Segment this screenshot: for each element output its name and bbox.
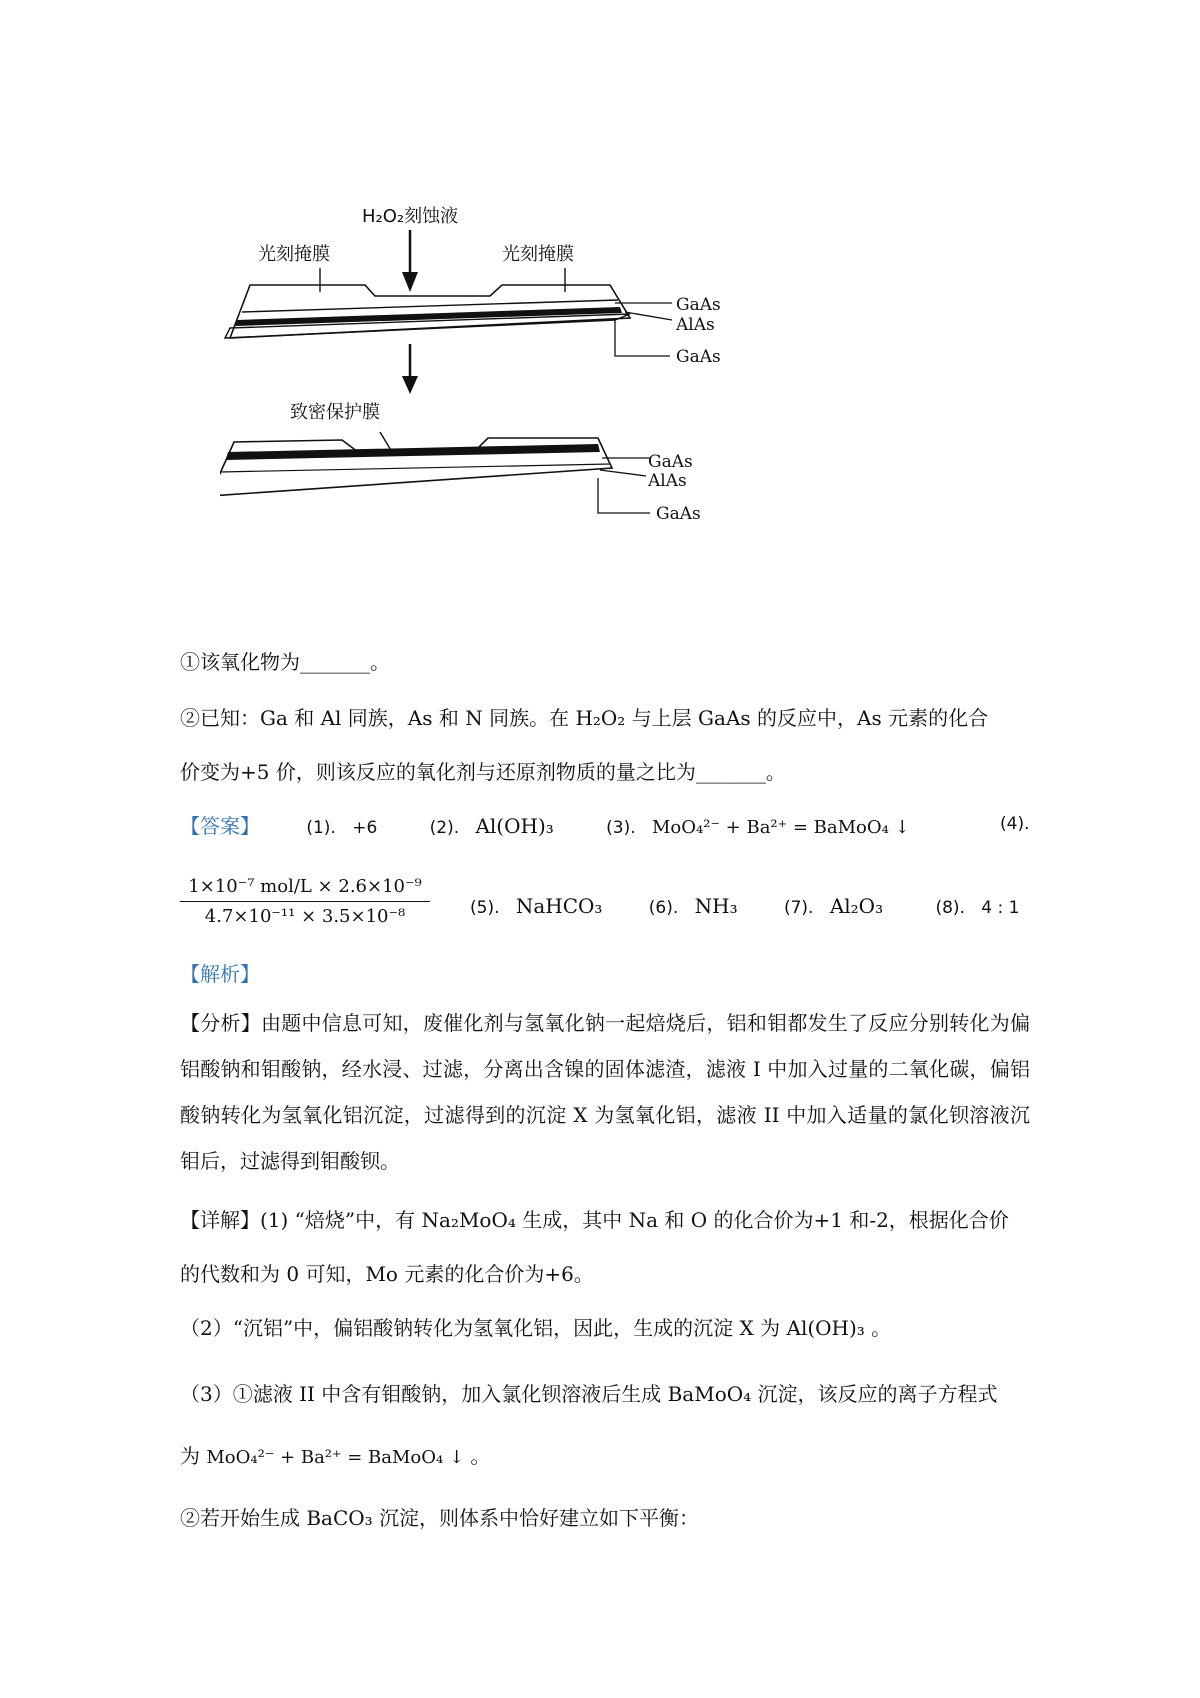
upper-leader-3 [615, 320, 670, 356]
q2-text-end: 的反应中，As 元素的化合 [757, 706, 989, 730]
lower-gaas-top-label: GaAs [648, 452, 693, 472]
answer-2-no: (2). [429, 818, 460, 838]
detail-3-line-1 [180, 1384, 998, 1404]
mask-right-label: 光刻掩膜 [502, 244, 574, 265]
answer-4-fraction [180, 876, 430, 927]
answer-2: Al(OH)₃ [475, 814, 554, 838]
upper-alas-label: AlAs [676, 315, 715, 335]
answer-3: MoO₄²⁻ + Ba²⁺ = BaMoO₄ ↓ [651, 817, 910, 838]
detail-2-chem: Al(OH)₃ [786, 1316, 865, 1340]
detail-4-line [180, 1508, 699, 1528]
q2-gaas: GaAs [698, 706, 751, 730]
upper-leader-2 [625, 312, 672, 320]
lower-alas-label: AlAs [648, 471, 687, 491]
question-2-line-1 [180, 708, 988, 728]
q2-h2o2: H₂O₂ [575, 706, 626, 730]
analysis-paragraph: 【分析】由题中信息可知，废催化剂与氢氧化钠一起焙烧后，铝和钼都发生了反应分别转化为偏铝酸钠和钼酸钠，经水浸、过滤，分离出含镍的固体滤渣，滤液 I 中加入过量的二氧化碳，偏铝酸钠转化为氢氧化铝沉淀，过滤得到的沉淀 X 为氢氧化铝，滤液 II 中加入适量的氯化钡溶液沉钼后，过滤得到钼酸钡。 [180, 1011, 1030, 1173]
process-arrowhead [402, 376, 418, 394]
answer-6-no: (6). [648, 898, 679, 918]
answer-1-no: (1). [306, 818, 336, 838]
q2-text-mid: 与上层 [631, 706, 692, 730]
lower-leader-2 [600, 470, 646, 476]
answer-6: NH₃ [694, 894, 738, 918]
lower-gaas-bottom-label: GaAs [656, 504, 701, 524]
detail-3-equation: MoO₄²⁻ + Ba²⁺ = BaMoO₄ ↓ [206, 1447, 465, 1468]
etching-diagram-svg [220, 200, 820, 580]
answer-3-no: (3). [606, 818, 636, 838]
answer-5: NaHCO₃ [515, 894, 603, 918]
detail-4-text-a: ②若开始生成 [180, 1506, 300, 1530]
detail-4-chem: BaCO₃ [306, 1506, 373, 1530]
answer-label: 【答案】 [180, 814, 260, 838]
analysis-label: 【解析】 [180, 962, 260, 986]
answer-row-2 [470, 896, 1019, 917]
detail-2-end: 。 [871, 1316, 892, 1340]
answer-4-denominator: 4.7×10⁻¹¹ × 3.5×10⁻⁸ [204, 906, 406, 927]
lower-gaas-line [220, 464, 610, 472]
lower-leader-3 [598, 478, 650, 513]
detail-1-line-1 [180, 1210, 1009, 1230]
detail-2-text: （2）“沉铝”中，偏铝酸钠转化为氢氧化铝，因此，生成的沉淀 X 为 [180, 1316, 781, 1340]
etching-diagram [220, 200, 820, 580]
question-1: ①该氧化物为_______。 [180, 650, 390, 674]
q2-text-a: ②已知：Ga 和 Al 同族，As 和 N 同族。在 [180, 706, 570, 730]
detail-1-text-a: 【详解】(1) “焙烧”中，有 [180, 1208, 416, 1232]
question-2-line-2: 价变为+5 价，则该反应的氧化剂与还原剂物质的量之比为_______。 [180, 760, 786, 784]
detail-3-line-2 [180, 1446, 490, 1467]
detail-1-chem: Na₂MoO₄ [421, 1208, 516, 1232]
answer-4-no: (4). [1000, 814, 1030, 834]
answer-8: 4 : 1 [981, 898, 1020, 918]
detail-3-chem: BaMoO₄ [667, 1382, 752, 1406]
upper-gaas-top-label: GaAs [676, 295, 721, 315]
answer-4-numerator: 1×10⁻⁷ mol/L × 2.6×10⁻⁹ [180, 876, 430, 902]
upper-gaas-bottom-label: GaAs [676, 347, 721, 367]
etchant-label: H₂O₂刻蚀液 [362, 206, 459, 227]
etch-arrowhead [402, 272, 418, 292]
detail-1-line-2: 的代数和为 0 可知，Mo 元素的化合价为+6。 [180, 1262, 594, 1286]
protect-film-label: 致密保护膜 [290, 402, 380, 423]
mask-left-label: 光刻掩膜 [258, 244, 330, 265]
detail-4-text-b: 沉淀，则体系中恰好建立如下平衡： [379, 1506, 700, 1530]
answer-8-no: (8). [935, 898, 965, 918]
answer-row-1 [180, 814, 1030, 838]
answer-1: +6 [352, 818, 378, 838]
lower-protect-layer [226, 444, 600, 460]
detail-3-text-b: 沉淀，该反应的离子方程式 [757, 1382, 998, 1406]
answer-7: Al₂O₃ [829, 894, 884, 918]
detail-3-text-c: 为 [180, 1444, 200, 1468]
detail-3-text-a: （3）①滤液 II 中含有钼酸钠，加入氯化钡溶液后生成 [180, 1382, 662, 1406]
answer-7-no: (7). [783, 898, 814, 918]
answer-5-no: (5). [470, 898, 500, 918]
detail-2-line [180, 1318, 891, 1338]
detail-3-end: 。 [470, 1444, 491, 1468]
detail-1-text-b: 生成，其中 Na 和 O 的化合价为+1 和-2，根据化合价 [522, 1208, 1009, 1232]
